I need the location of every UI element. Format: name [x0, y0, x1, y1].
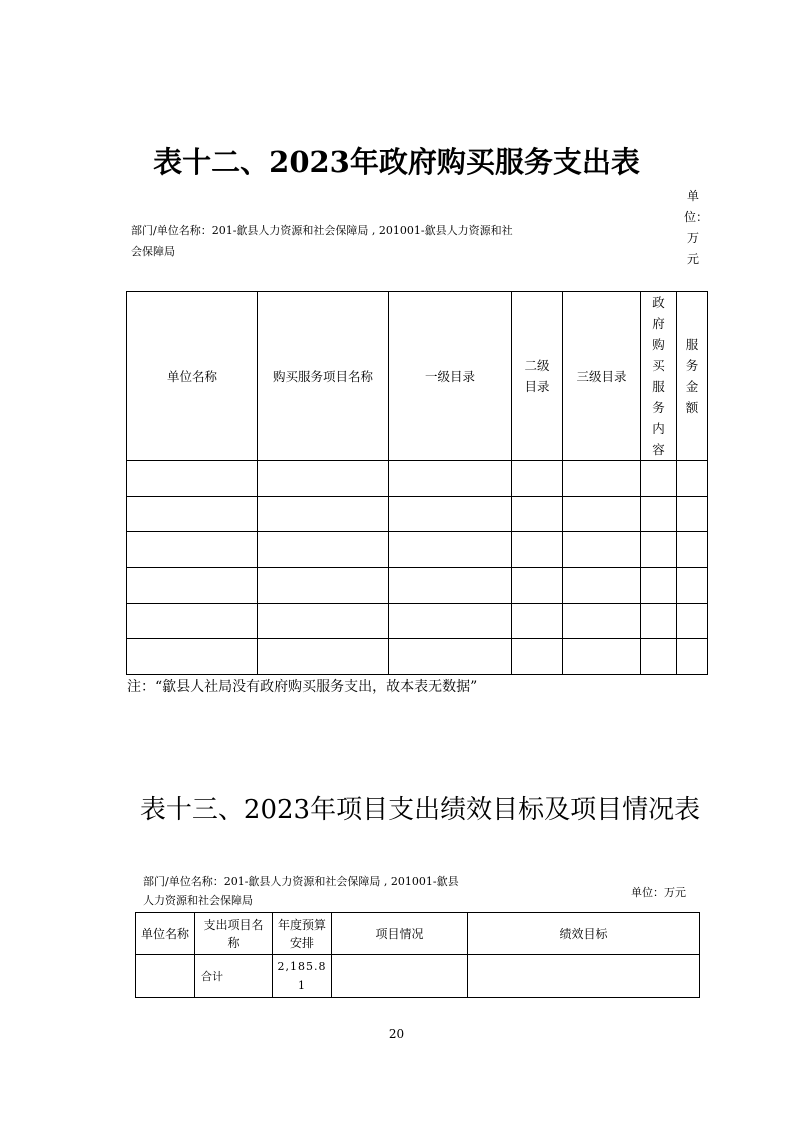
table12-department: 部门/单位名称：201-歙县人力资源和社会保障局 , 201001-歙县人力资源和社会保障局	[131, 224, 513, 258]
table12	[126, 291, 708, 675]
table-cell	[563, 568, 641, 604]
table12-unit-label: 单位：万元	[684, 189, 709, 266]
table-cell	[641, 532, 677, 568]
table-cell	[677, 496, 708, 532]
table-cell	[389, 568, 512, 604]
table-cell	[512, 532, 563, 568]
table-cell	[127, 496, 258, 532]
table12-note: 注：“歙县人社局没有政府购买服务支出，故本表无数据”	[127, 679, 478, 695]
table-cell	[258, 603, 389, 639]
page-number: 20	[388, 1027, 405, 1041]
table-cell	[641, 603, 677, 639]
table-cell	[512, 639, 563, 675]
table-cell	[677, 532, 708, 568]
table-cell	[258, 639, 389, 675]
table13	[135, 912, 700, 998]
header-cell: 支出项目名称	[195, 913, 273, 955]
table-cell	[641, 568, 677, 604]
header-cell: 服务金额	[677, 292, 708, 461]
header-cell: 绩效目标	[468, 913, 700, 955]
table-cell	[127, 639, 258, 675]
header-cell: 单位名称	[127, 292, 258, 461]
table-cell	[389, 532, 512, 568]
table-row	[127, 532, 708, 568]
table-cell	[512, 568, 563, 604]
table-cell	[258, 568, 389, 604]
table12-header-row	[127, 292, 708, 461]
table-cell	[677, 603, 708, 639]
table-row	[127, 461, 708, 497]
table-row	[127, 496, 708, 532]
table13-unit-label: 单位：万元	[631, 886, 686, 899]
header-cell: 项目情况	[332, 913, 468, 955]
header-cell: 单位名称	[136, 913, 195, 955]
header-cell: 二级目录	[512, 292, 563, 461]
cell-item: 合计	[195, 955, 273, 998]
cell-unit-name	[136, 955, 195, 998]
table13-title: 表十三、2023年项目支出绩效目标及项目情况表	[139, 795, 701, 825]
table-cell	[258, 461, 389, 497]
table-cell	[258, 532, 389, 568]
table-cell	[127, 568, 258, 604]
table-cell	[677, 461, 708, 497]
cell-budget: 2,185.81	[273, 955, 332, 998]
cell-target	[468, 955, 700, 998]
header-cell: 政府购买服务内容	[641, 292, 677, 461]
table-row	[127, 639, 708, 675]
table-cell	[389, 461, 512, 497]
table-row	[127, 568, 708, 604]
table-row	[127, 603, 708, 639]
table-cell	[389, 639, 512, 675]
table-cell	[641, 496, 677, 532]
table-cell	[563, 639, 641, 675]
table-cell	[512, 603, 563, 639]
table-cell	[563, 461, 641, 497]
header-cell: 年度预算安排	[273, 913, 332, 955]
table-cell	[641, 461, 677, 497]
header-cell: 购买服务项目名称	[258, 292, 389, 461]
table-cell	[389, 603, 512, 639]
header-cell: 一级目录	[389, 292, 512, 461]
table-cell	[512, 496, 563, 532]
table-cell	[563, 496, 641, 532]
cell-situation	[332, 955, 468, 998]
table-cell	[127, 532, 258, 568]
table12-title: 表十二、2023年政府购买服务支出表	[153, 145, 640, 179]
table13-department: 部门/单位名称：201-歙县人力资源和社会保障局 , 201001-歙县人力资源和社会保障局	[143, 875, 459, 907]
table-cell	[641, 639, 677, 675]
table-cell	[127, 461, 258, 497]
table-cell	[258, 496, 389, 532]
header-cell: 三级目录	[563, 292, 641, 461]
table-cell	[563, 532, 641, 568]
table-cell	[389, 496, 512, 532]
table-cell	[127, 603, 258, 639]
table-cell	[563, 603, 641, 639]
table-cell	[677, 639, 708, 675]
table-cell	[512, 461, 563, 497]
table-row	[136, 955, 700, 998]
table13-header-row	[136, 913, 700, 955]
table-cell	[677, 568, 708, 604]
